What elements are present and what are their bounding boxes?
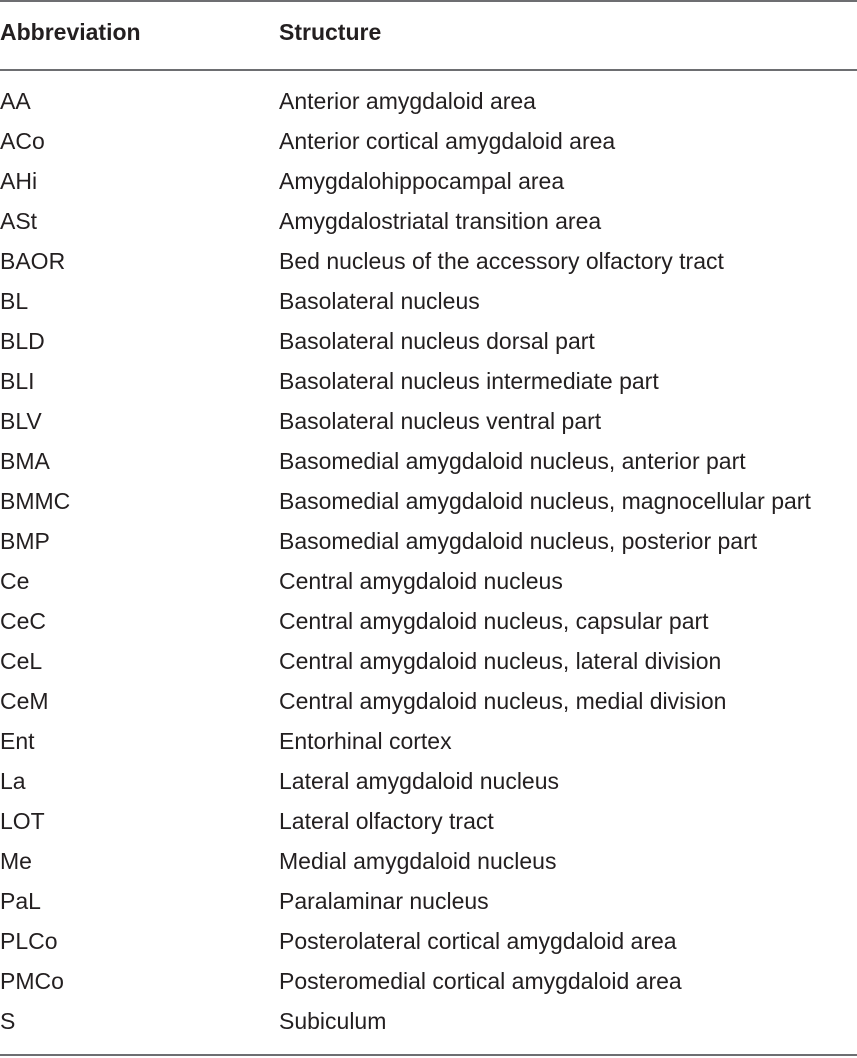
abbreviation-cell: BAOR (0, 248, 66, 274)
abbreviation-cell: CeC (0, 608, 47, 634)
table-row (0, 841, 857, 881)
structure-cell: Bed nucleus of the accessory olfactory tract (279, 248, 724, 274)
abbreviation-cell: Me (0, 848, 32, 874)
structure-cell: Central amygdaloid nucleus, lateral division (279, 648, 722, 674)
table-row (0, 241, 857, 281)
structure-cell: Anterior amygdaloid area (279, 88, 536, 114)
table-row (0, 401, 857, 441)
table-row (0, 961, 857, 1001)
table-row (0, 921, 857, 961)
abbreviation-cell: BL (0, 288, 29, 314)
abbreviation-cell: La (0, 768, 26, 794)
table-row (0, 1001, 857, 1041)
structure-cell: Amygdalohippocampal area (279, 168, 565, 194)
abbreviation-cell: Ce (0, 568, 30, 594)
abbreviation-cell: BMA (0, 448, 50, 474)
table-row (0, 721, 857, 761)
abbreviation-cell: AA (0, 88, 31, 114)
structure-cell: Basolateral nucleus (279, 288, 480, 314)
table-row (0, 281, 857, 321)
table-row (0, 681, 857, 721)
structure-cell: Basomedial amygdaloid nucleus, posterior part (279, 528, 758, 554)
structure-cell: Anterior cortical amygdaloid area (279, 128, 616, 154)
table-header-row (0, 14, 857, 50)
abbreviation-cell: BLI (0, 368, 35, 394)
abbreviation-cell: BMMC (0, 488, 71, 514)
structure-cell: Subiculum (279, 1008, 387, 1034)
table-row (0, 521, 857, 561)
table-header-rule (0, 69, 857, 71)
abbreviation-cell: PMCo (0, 968, 64, 994)
table-row (0, 121, 857, 161)
table-row (0, 761, 857, 801)
structure-cell: Entorhinal cortex (279, 728, 452, 754)
table-row (0, 641, 857, 681)
table-row (0, 561, 857, 601)
abbreviation-cell: Ent (0, 728, 35, 754)
abbreviation-cell: PaL (0, 888, 41, 914)
abbreviation-cell: ACo (0, 128, 45, 154)
abbreviation-cell: S (0, 1008, 16, 1034)
structure-cell: Paralaminar nucleus (279, 888, 489, 914)
structure-cell: Central amygdaloid nucleus (279, 568, 563, 594)
structure-cell: Lateral olfactory tract (279, 808, 494, 834)
table-body (0, 81, 857, 1041)
table-row (0, 881, 857, 921)
table-row (0, 481, 857, 521)
structure-cell: Basolateral nucleus intermediate part (279, 368, 659, 394)
structure-cell: Basolateral nucleus dorsal part (279, 328, 595, 354)
header-abbreviation: Abbreviation (0, 19, 141, 45)
structure-cell: Medial amygdaloid nucleus (279, 848, 557, 874)
table-row (0, 161, 857, 201)
abbreviation-cell: BMP (0, 528, 50, 554)
abbreviation-cell: ASt (0, 208, 38, 234)
structure-cell: Basomedial amygdaloid nucleus, magnocellular part (279, 488, 811, 514)
table-row (0, 801, 857, 841)
abbreviation-cell: AHi (0, 168, 38, 194)
abbreviation-cell: BLV (0, 408, 42, 434)
abbreviation-cell: PLCo (0, 928, 58, 954)
table-row (0, 441, 857, 481)
header-structure: Structure (279, 19, 382, 45)
structure-cell: Amygdalostriatal transition area (279, 208, 602, 234)
structure-cell: Posterolateral cortical amygdaloid area (279, 928, 677, 954)
structure-cell: Central amygdaloid nucleus, capsular part (279, 608, 709, 634)
structure-cell: Basolateral nucleus ventral part (279, 408, 602, 434)
table-row (0, 361, 857, 401)
abbreviation-cell: CeM (0, 688, 49, 714)
table-row (0, 321, 857, 361)
structure-cell: Posteromedial cortical amygdaloid area (279, 968, 682, 994)
table-row (0, 81, 857, 121)
table-bottom-rule (0, 1054, 857, 1056)
table-top-rule (0, 0, 857, 2)
structure-cell: Lateral amygdaloid nucleus (279, 768, 560, 794)
abbreviation-cell: BLD (0, 328, 45, 354)
abbreviation-cell: CeL (0, 648, 43, 674)
table-row (0, 201, 857, 241)
structure-cell: Basomedial amygdaloid nucleus, anterior part (279, 448, 746, 474)
abbreviation-cell: LOT (0, 808, 45, 834)
table-row (0, 601, 857, 641)
structure-cell: Central amygdaloid nucleus, medial division (279, 688, 727, 714)
